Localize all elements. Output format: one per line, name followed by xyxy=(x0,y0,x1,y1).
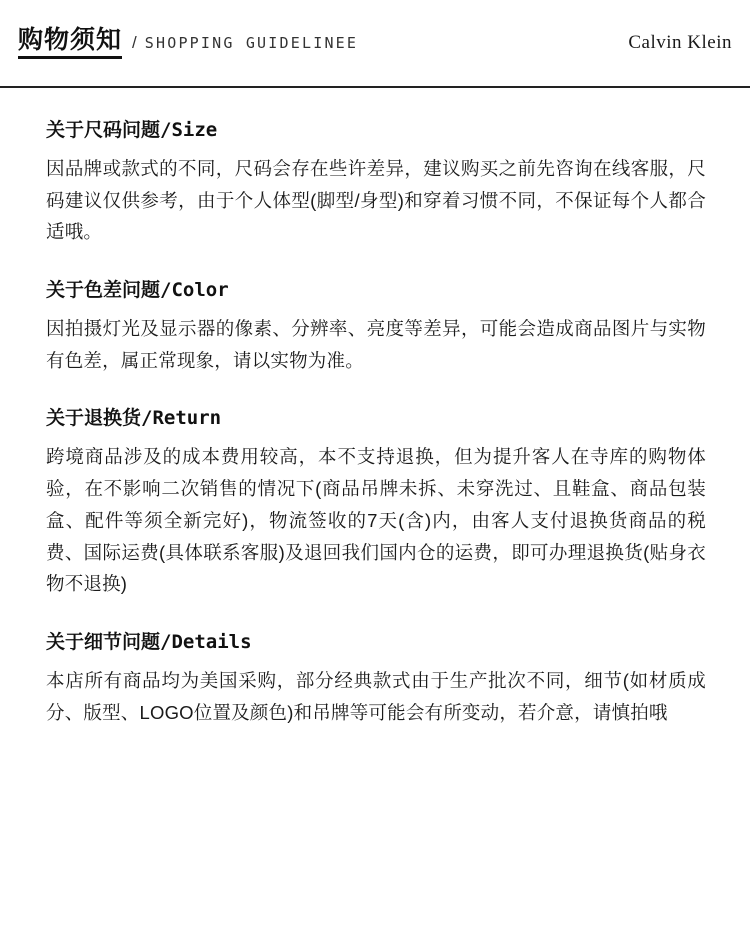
page-title-en: SHOPPING GUIDELINEE xyxy=(144,33,359,52)
section-body: 因拍摄灯光及显示器的像素、分辨率、亮度等差异，可能会造成商品图片与实物有色差，属正常现象，请以实物为准。 xyxy=(46,317,706,371)
section-title-cn: 关于细节问题 xyxy=(46,632,161,654)
section-return xyxy=(46,406,706,600)
section-title xyxy=(46,630,706,656)
section-title xyxy=(46,406,706,432)
section-color xyxy=(46,278,706,376)
section-size xyxy=(46,118,706,248)
guideline-sections xyxy=(0,88,750,729)
section-title-cn: 关于色差问题 xyxy=(46,280,161,302)
section-title-en: Color xyxy=(171,279,229,302)
section-title xyxy=(46,278,706,304)
section-body: 因品牌或款式的不同，尺码会存在些许差异，建议购买之前先咨询在线客服，尺码建议仅供参考，由于个人体型(脚型/身型)和穿着习惯不同，不保证每个人都合适哦。 xyxy=(46,157,706,243)
section-body: 跨境商品涉及的成本费用较高，本不支持退换，但为提升客人在寺库的购物体验，在不影响二次销售的情况下(商品吊牌未拆、未穿洗过、且鞋盒、商品包装盒、配件等须全新完好)，物流签收的7天(含)内，由客人支付退换货商品的税费、国际运费(具体联系客服)及退回我们国内仓的运费，即可办理退换货(贴身衣物不退换) xyxy=(46,446,706,595)
header-separator: / xyxy=(132,32,137,52)
section-body: 本店所有商品均为美国采购，部分经典款式由于生产批次不同，细节(如材质成分、版型、LOGO位置及颜色)和吊牌等可能会有所变动，若介意，请慎拍哦 xyxy=(46,669,706,723)
section-title-separator: / xyxy=(160,279,172,302)
section-title-en: Return xyxy=(152,407,222,430)
section-title-en: Size xyxy=(171,119,218,141)
section-title-separator: / xyxy=(160,119,172,141)
header-title-group xyxy=(18,27,358,60)
section-title-separator: / xyxy=(141,407,153,430)
section-title-cn: 关于退换货 xyxy=(46,408,142,430)
page-header xyxy=(0,0,750,88)
section-title-cn: 关于尺码问题 xyxy=(46,120,161,141)
brand-logo: Calvin Klein xyxy=(628,32,732,53)
section-details xyxy=(46,630,706,728)
section-title-separator: / xyxy=(160,631,172,654)
section-title xyxy=(46,118,706,144)
page-title-cn: 购物须知 xyxy=(18,27,122,60)
section-title-en: Details xyxy=(171,631,252,654)
